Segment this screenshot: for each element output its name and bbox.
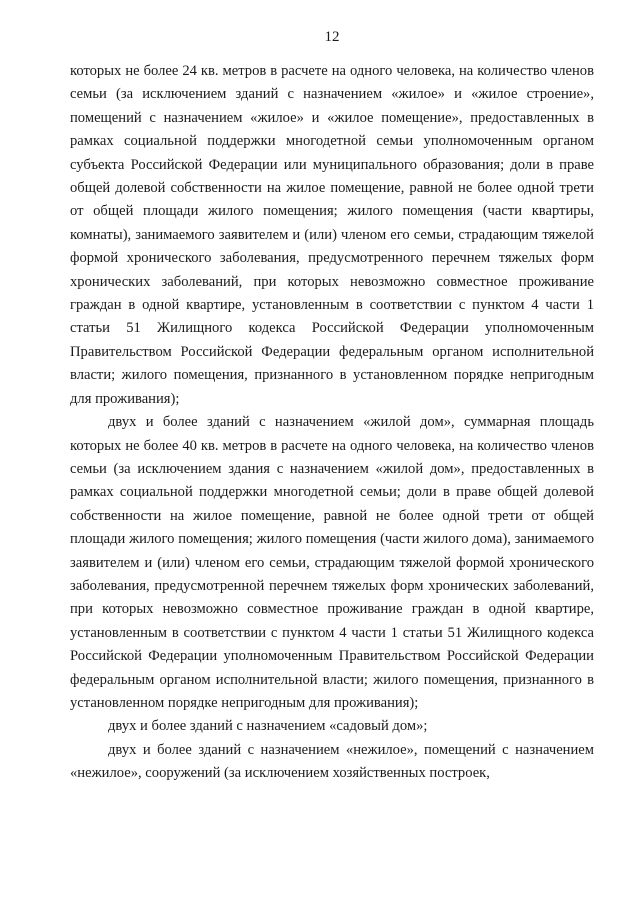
paragraph-continuation: которых не более 24 кв. метров в расчете на одного человека, на количество членов семьи (за исключением зданий с назначением «жилое» и «жилое строение», помещений с назначением «жилое» и «жилое помещение», предоставленных в рамках социальной поддержки многодетной семьи уполномоченным органом субъекта Российской Федерации или муниципального образования; доли в праве общей долевой собственности на жилое помещение, равной не более одной трети от общей площади жилого помещения; жилого помещения (части квартиры, комнаты), занимаемого заявителем и (или) членом его семьи, страдающим тяжелой формой хронического заболевания, предусмотренного перечнем тяжелых форм хронических заболеваний, при которых невозможно совместное проживание граждан в одной квартире, установленным в соответствии с пунктом 4 части 1 статьи 51 Жилищного кодекса Российской Федерации уполномоченным Правительством Российской Федерации федеральным органом исполнительной власти; жилого помещения, признанного в установленном порядке непригодным для проживания); <box>70 63 594 407</box>
paragraph-nonresidential: двух и более зданий с назначением «нежилое», помещений с назначением «нежилое», сооружений (за исключением хозяйственных построек, <box>70 741 594 782</box>
paragraph-garden-houses: двух и более зданий с назначением «садовый дом»; <box>108 718 428 735</box>
paragraph-houses: двух и более зданий с назначением «жилой дом», суммарная площадь которых не более 40 кв. метров в расчете на одного человека, на количество членов семьи (за исключением здания с назначением «жилой дом», предоставленных в рамках социальной поддержки многодетной семьи; доли в праве общей долевой собственности на жилое помещение, равной не более одной трети от общей площади жилого помещения; жилого помещения (части жилого дома), занимаемого заявителем и (или) членом его семьи, страдающим тяжелой формой хронического заболевания, предусмотренной перечнем тяжелых форм хронических заболеваний, при которых невозможно совместное проживание граждан в одной квартире, установленным в соответствии с пунктом 4 части 1 статьи 51 Жилищного кодекса Российской Федерации уполномоченным Правительством Российской Федерации федеральным органом исполнительной власти; жилого помещения, признанного в установленном порядке непригодным для проживания); <box>70 414 594 711</box>
page-number: 12 <box>324 29 340 45</box>
